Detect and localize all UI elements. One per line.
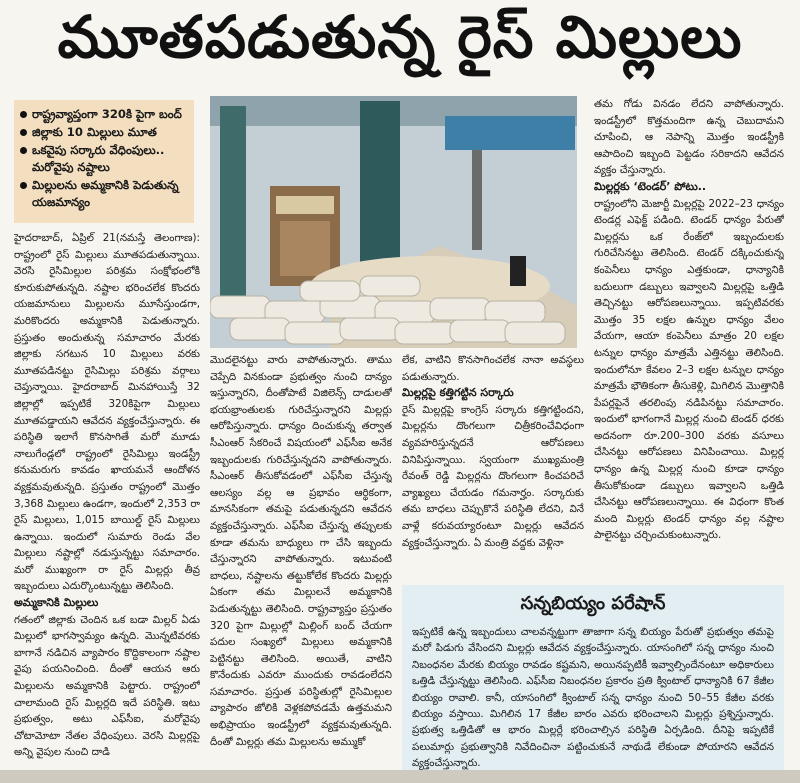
sidebar-box-body: ఇప్పటికే ఉన్న ఇబ్బందులు చాలవన్నట్టుగా తాజాగా సన్న బియ్యం పేరుతో ప్రభుత్వం తమపై మరో పిడుగు వేసిందని మిల్లర్లు ఆవేదన వ్యక్తంచేస్తున్నారు. యాసంగిలో సన్న ధాన్యం నుంచి నిబంధనల మేరకు బియ్యం రావడం కష్టమని, అయినప్పటికీ ఇవ్వాల్సిందేనంటూ అధికారులు ఒత్తిడి చేస్తున్నట్టు తెలిసింది. ఎఫ్‌సీఐ నిబంధనల ప్రకారం ప్రతి క్వింటాల్ ధాన్యానికి 67 కేజీల బియ్యం రావాలి. కానీ, యాసంగిలో క్వింటాల్ సన్న ధాన్యం నుంచి 50–55 కేజీల వరకు బియ్యం వస్తాయి. మిగిలిన 17 కేజీల బారం ఎవరు భరించాలని మిల్లర్లు ప్రశ్నిస్తున్నారు. ప్రభుత్వ ఒత్తిడితో ఆ భారం మిల్లర్లే భరించాల్సిన పరిస్థితి ఏర్పడింది. దీనిపై ఇప్పటికే పలుమార్లు ప్రభుత్వానికి నివేదించినా పట్టించుకునే నాథుడే లేకుండా పోయారని ఆవేదన వ్యక్తంచేస్తున్నారు. [412,626,774,770]
column-1-subhead: అమ్మకానికి మిల్లులు [14,596,99,610]
column-4-body-2: రాష్ట్రంలోని మెజార్టీ మిల్లర్లపై 2022–23 ధాన్యం టెండర్ల ఎఫెక్ట్ పడింది. టెండర్ ధాన్యం పేరుతో మిల్లర్లను ఒక రేంజ్‌లో ఇబ్బందులకు గురిచేసినట్టు తెలిసింది. టెండర్ దక్కించుకున్న కంపెనీలు ధాన్యం ఎత్తకుండా, ధాన్యానికి బదులుగా డబ్బులు ఇవ్వాలని మిల్లర్లపై ఒత్తిడి తెచ్చినట్టు ఆరోపణలున్నాయి. ఇప్పటివరకు మొత్తం 35 లక్షల ఉన్నుల ధాన్యం వేలం వేయగా, ఆయా కంపెనీలు మాత్రం 20 లక్షల టన్నుల ధాన్యం మాత్రమే ఎత్తినట్టు తెలిసింది. ఇందులోనూ కేవలం 2–3 లక్షల టన్నుల ధాన్యం మాత్రమే భౌతికంగా తీసుకెళ్లి, మిగిలిన మొత్తానికి పేపర్లపైనే తరలింపు నడిపినట్టు సమాచారం. ఇందులో భాగంగానే మిల్లర్ల నుంచి టెండర్ ధరకు అదనంగా రూ.200–300 వరకు వసూలు చేసినట్టు ఆరోపణలు వినిపించాయి. మిల్లర్ల ధాన్యం ఉన్న మిల్లర్ల నుంచి కూడా ధాన్యం తీసుకోకుండా డబ్బులు ఇవ్వాలని ఒత్తిడి చేసినట్టు ఆరోపణలున్నాయి. ఈ విధంగా కొంత మంది మిల్లర్లు టెండర్ ధాన్యం వల్ల నష్టాల పాలైనట్టు చర్చించుకుంటున్నారు. [594,197,784,542]
rice-mill-photo [210,96,577,348]
column-1-body: హైదరాబాద్, ఏప్రిల్ 21(నమస్తే తెలంగాణ): రాష్ట్రంలో రైస్ మిల్లులు మూతపడుతున్నాయి. వెరసి రైసిమిల్లుల పరిశ్రమ సంక్షోభంలోకి కూరుకుపోతున్నది. నష్టాల భరించలేక కొందరు యజమానులు మిల్లులను మూసేస్తుండగా, మరికొందరు అమ్మకానికి పెడుతున్నారు. ప్రస్తుతం అందుతున్న సమాచారం మేరకు జిల్లాకు సగటున 10 మిల్లులు వరకు మూతపడినట్టు రైసిమిల్లు పరిశ్రమ వర్గాలు చెప్తున్నాయి. హైదరాబాద్ మినహాయిస్తే 32 జిల్లాల్లో ఇప్పటికే 320కిపైగా మిల్లులు మూతపడ్డాయని ఆవేదన వ్యక్తంచేస్తున్నారు. ఈ పరిస్థితి ఇలాగే కొనసాగితే మరో మూడు నాలుగేండ్లలో రాష్ట్రంలో రైసిమిల్లు ఇండస్ట్రీ కనుమరుగు కావడం ఖాయమనే ఆందోళన వ్యక్తమవుతున్నది. ప్రస్తుతం రాష్ట్రంలో మొత్తం 3,368 మిల్లులు ఉండగా, ఇందులో 2,353 రా రైస్ మిల్లులు, 1,015 బాయిల్డ్ రైస్ మిల్లులు ఉన్నాయి. ఇందులో సుమారు రెండు వేల మిల్లులు నష్టాల్లో నడుస్తున్నట్టు సమాచారం. మరో ముఖ్యంగా రా రైస్ మిల్లర్లు తీవ్ర ఇబ్బందులు ఎదుర్కొంటున్నట్టు తెలిసింది. [14,232,200,593]
headline-text: మూతపడుతున్న రైస్ మిల్లులు [57,2,743,71]
column-1 [14,230,200,770]
highlight-item: ఒకవైపు సర్కారు వేధింపులు.. మరోవైపు నష్టాలు [20,142,188,176]
bullet-icon [20,111,27,118]
column-4 [594,96,784,578]
bottom-strip [0,770,800,783]
bullet-icon [20,129,27,136]
bullet-icon [20,147,27,154]
column-2 [210,352,392,770]
sidebar-box-title: సన్నబియ్యం పరేషాన్ [520,593,666,614]
highlights-box [14,100,194,223]
column-2-body: మొదలైనట్టు వారు వాపోతున్నారు. తాము చెప్పేది వినకుండా ప్రభుత్వం నుంచి దాన్యం ఇస్తున్నారని, దీంతోపాటే విజిలెన్స్ దాడులతో భయభ్రాంతులకు గురిచేస్తున్నారని మిల్లర్లు ఆరోపిస్తున్నారు. ధాన్యం దించుకున్న తర్వాత సీఎంఆర్ సేకరించే విషయంలో ఎఫ్‌సీఐ అనేక ఇబ్బందులకు గురిచేస్తున్నదని వాపోతున్నారు. సీఎంఆర్ తీసుకోవడంలో ఎఫ్‌సీఐ చేస్తున్న ఆలస్యం వల్ల ఆ ప్రభావం ఆర్థికంగా, మానసికంగా తమపై పడుతున్నదని ఆవేదన వ్యక్తంచేస్తున్నారు. ఎఫ్‌సీఐ చేస్తున్న తప్పులకు కూడా తమను బాధ్యులు గా చేసి ఇబ్బందు చేస్తున్నారని వాపోతున్నారు. ఇటువంటి బాధలు, నష్టాలను తట్టుకోలేక కొందరు మిల్లర్లు ఏకంగా తమ మిల్లులనే అమ్మకానికి పెడుతున్నట్టు తెలిసింది. రాష్ట్రవ్యాప్తం ప్రస్తుతం 320 పైగా మిల్లుల్లో మిల్లింగ్ బంద్ చేయగా పదుల సంఖ్యలో మిల్లులు అమ్మకానికి పెట్టినట్టు తెలిసింది. అయితే, వాటిని కొనేందుకు ఎవరూ ముందుకు రావడంలేదని సమాచారం. ప్రస్తుత పరిస్థితుల్లో రైసిమిల్లుల వ్యాపారం జోలికి వెళ్లకపోవడమే ఉత్తమమని అభిప్రాయం ఇండస్ట్రీలో వ్యక్తమవుతున్నది. దీంతో మిల్లర్లు తమ మిల్లులను అమ్ముకో [210,354,392,748]
bullet-icon [20,182,27,189]
column-3-body: లేక, వాటిని కొనసాగించలేక నానా అవస్థలు పడుతున్నారు. [402,354,584,383]
column-4-subhead: మిల్లర్లకు ‘టెండర్’ పోటు.. [594,179,707,193]
column-3 [402,352,584,578]
column-4-body: తమ గోడు వినడం లేదని వాపోతున్నారు. ఇండస్ట్రీలో కొత్తమందిగా ఉన్న చెబుదామని చూపించి, ఆ నెపాన్ని మొత్తం ఇండస్ట్రీకి ఆపాదించి ఇబ్బంది పెట్టడం సరికాదని ఆవేదన వ్యక్తం చేస్తున్నారు. [594,98,784,177]
highlight-item: జిల్లాకు 10 మిల్లులు మూత [20,124,188,141]
highlight-item: రాష్ట్రవ్యాప్తంగా 320కి పైగా బంద్ [20,106,188,123]
column-3-subhead: మిల్లర్లపై కత్తిగట్టిన సర్కారు [402,386,514,400]
highlight-item: మిల్లులను అమ్మకానికి పెడుతున్న యజమాన్యం [20,177,188,211]
article-photo [210,96,577,348]
column-3-body-2: రైస్ మిల్లర్లపై కాంగ్రెస్ సర్కారు కత్తిగట్టిందని, మిల్లర్లను దొంగలుగా చిత్రీకరించేవిధంగా వ్యవహరిస్తున్నదనే ఆరోపణలు వినిపిస్తున్నాయి. స్వయంగా ముఖ్యమంత్రి రేవంత్ రెడ్డి మిల్లర్లను దొంగలుగా కించపరిచే వ్యాఖ్యలు చేయడం గమనార్హం. సర్కారుకు తమ బాధలు చెప్పుకొనే పరిస్థితి లేదని, వినే వాళ్లే కరువయ్యారంటూ మిల్లర్లు ఆవేదన వ్యక్తంచేస్తున్నారు. ఏ మంత్రి వద్దకు వెళ్లినా [402,403,584,549]
column-1-body-2: గతంలో జిల్లాకు చెందిన ఒక బడా మిల్లర్ ఏడు మిల్లులో భాగస్వామ్యం ఉన్నది. మొన్నటివరకు బాగానే నడిచిన వ్యాపారం కొద్దికాలంగా నష్టాల వైపు పయనించింది. దీంతో ఆయన ఆరు మిల్లులను అమ్మకానికి పెట్టారు. రాష్ట్రంలో చాలామంది రైస్ మిల్లర్లది ఇదే పరిస్థితి. ఇటు ప్రభుత్వం, అటు ఎఫ్‌సీఐ, మరోవైపు చోటామోటా నేతల వేధింపులు. వెరసి మిల్లర్లపై అన్ని వైపుల నుంచి దాడి [14,613,200,759]
sidebar-box [402,585,784,775]
headline [0,0,800,88]
